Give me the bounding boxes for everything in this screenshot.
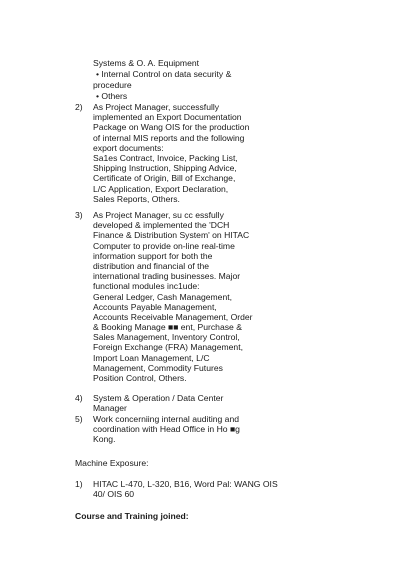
list-item-line: Kong. xyxy=(93,434,116,445)
list-item-number: 1) xyxy=(75,479,83,489)
list-item-line: information support for both the xyxy=(93,250,213,261)
list-item-line: Sales Management, Inventory Control, xyxy=(93,332,240,343)
list-item-line: distribution and financial of the xyxy=(93,260,210,271)
list-item-line: developed & implemented the 'DCH xyxy=(93,220,230,231)
list-item-line: HITAC L-470, L-320, B16, Word Pal: WANG OIS xyxy=(93,479,278,489)
list-item-line: L/C Application, Export Declaration, xyxy=(93,183,229,194)
list-item-line: functional modules inc1ude: xyxy=(93,281,200,292)
list-item-line: Accounts Receivable Management, Order xyxy=(93,311,253,322)
list-item-line: Computer to provide on-line real-time xyxy=(93,240,235,251)
continuation-bullet-line: • Others xyxy=(96,91,128,101)
continuation-bullet-line: • Internal Control on data security & xyxy=(96,69,232,79)
list-item-line: As Project Manager, su cc essfully xyxy=(93,210,224,220)
list-item-number: 4) xyxy=(75,393,83,403)
list-item-line: Certificate of Origin, Bill of Exchange, xyxy=(93,173,236,184)
list-item-line: Accounts Payable Management, xyxy=(93,301,217,312)
list-item-line: Foreign Exchange (FRA) Management, xyxy=(93,342,243,353)
list-item-number: 2) xyxy=(75,102,83,112)
list-item-number: 3) xyxy=(75,210,83,220)
list-item-text xyxy=(93,414,305,445)
list-item-line: international trading businesses. Major xyxy=(93,271,241,282)
list-item-line: Work concerniing internal auditing and xyxy=(93,414,240,424)
machine-exposure-heading: Machine Exposure: xyxy=(75,458,149,468)
list-item-line: coordination with Head Office in Ho ■g xyxy=(93,424,240,435)
list-item-line: implemented an Export Documentation xyxy=(93,112,242,123)
list-item-line: Shipping Instruction, Shipping Advice, xyxy=(93,163,237,174)
list-item-line: Manager xyxy=(93,403,127,414)
continuation-line: Systems & O. A. Equipment xyxy=(93,58,200,68)
list-item-line: Position Control, Others. xyxy=(93,373,187,383)
list-item-line: Management, Commodity Futures xyxy=(93,362,223,373)
list-item-line: Sa1es Contract, Invoice, Packing List, xyxy=(93,152,238,163)
list-item-line: & Booking Manage ■■ ent, Purchase & xyxy=(93,322,242,333)
list-item-line: 40/ OIS 60 xyxy=(93,489,135,500)
list-item-line: General Ledger, Cash Management, xyxy=(93,291,233,302)
list-item-text xyxy=(93,479,333,499)
list-item-line: As Project Manager, successfully xyxy=(93,102,220,112)
list-item-line: Import Loan Management, L/C xyxy=(93,352,210,363)
list-item-line: Finance & Distribution System' on HITAC xyxy=(93,230,250,241)
list-item-line: Package on Wang OIS for the production xyxy=(93,122,250,133)
list-item-number: 5) xyxy=(75,414,83,424)
continuation-line: procedure xyxy=(93,80,132,90)
list-item-line: export documents: xyxy=(93,142,164,153)
list-item-line: of internal MIS reports and the following xyxy=(93,132,245,143)
course-training-heading: Course and Training joined: xyxy=(75,511,189,521)
list-item-line: Sales Reports, Others. xyxy=(93,193,180,204)
list-item-text xyxy=(93,102,305,204)
list-item-line: System & Operation / Data Center xyxy=(93,393,224,403)
list-item-text xyxy=(93,210,305,383)
list-item-text xyxy=(93,393,305,413)
